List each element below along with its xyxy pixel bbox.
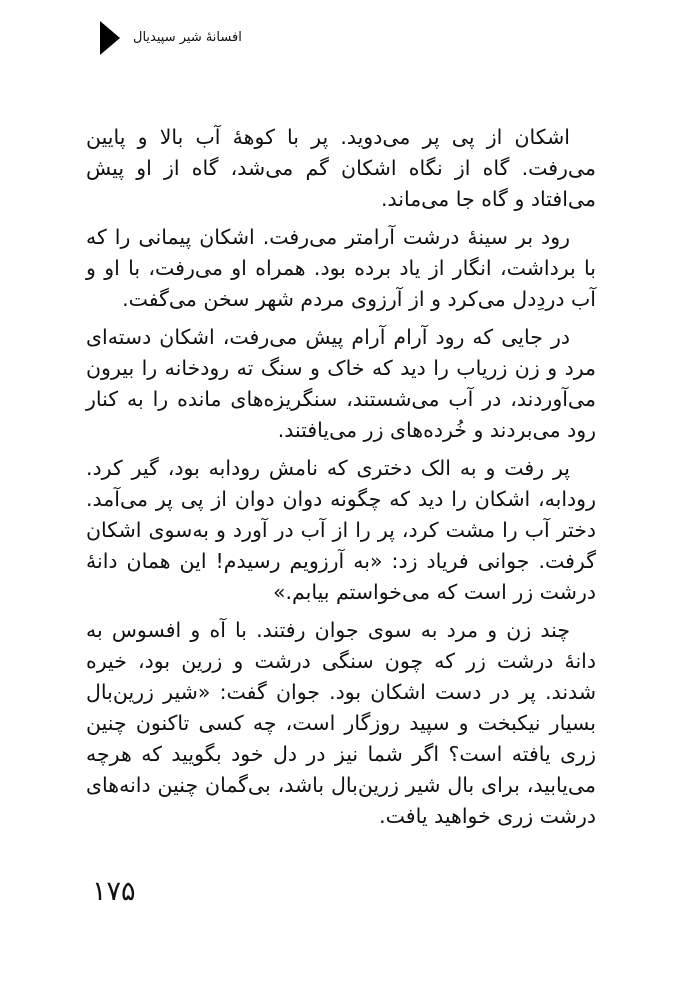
triangle-marker-icon bbox=[100, 21, 120, 55]
paragraph-5: چند زن و مرد به سوی جوان رفتند. با آه و افسوس به دانهٔ درشت زر که چون سنگی درشت و زرین بود، خیره شدند. پر در دست اشکان بود. جوان گفت: «شیر زرین‌بال بسیار نیکبخت و سپید روزگار است، چه کسی تاکنون چنین زری یافته است؟ اگر شما نیز در دل خود بگویید که هرچه می‌یابید، برای بال شیر زرین‌بال باشد، بی‌گمان چنین دانه‌های درشت زری خواهید یافت. bbox=[86, 618, 596, 828]
running-head-title: افسانهٔ شیر سپیدیال bbox=[133, 30, 242, 45]
paragraph-3: در جایی که رود آرام آرام پیش می‌رفت، اشکان دسته‌ای مرد و زن زریاب را دید که خاک و سنگ ته رودخانه را بیرون می‌آوردند، در آب می‌شستند، سنگریزه‌های مانده را به کنار رود می‌بردند و خُرده‌های زر می‌یافتند. bbox=[86, 325, 596, 442]
body-text bbox=[86, 122, 596, 839]
paragraph-2: رود بر سینهٔ درشت آرامتر می‌رفت. اشکان پیمانی را که با برداشت، انگار از یاد برده بود. همراه او می‌رفت، با او و آب دردِدل می‌کرد و از آرزوی مردم شهر سخن می‌گفت. bbox=[86, 225, 596, 311]
paragraph-4: پر رفت و به الک دختری که نامش رودابه بود، گیر کرد. رودابه، اشکان را دید که چگونه دوان دوان از پی پر می‌آمد. دختر آب را مشت کرد، پر را از آب در آورد و به‌سوی اشکان گرفت. جوانی فریاد زد: «به آرزویم رسیدم! این همان دانهٔ درشت زر است که می‌خواستم بیابم.» bbox=[86, 456, 596, 604]
paragraph-1: اشکان از پی پر می‌دوید. پر با کوههٔ آب بالا و پایین می‌رفت. گاه از نگاه اشکان گم می‌شد، گاه از او پیش می‌افتاد و گاه جا می‌ماند. bbox=[86, 125, 596, 211]
page-number: ۱۷۵ bbox=[92, 876, 136, 907]
